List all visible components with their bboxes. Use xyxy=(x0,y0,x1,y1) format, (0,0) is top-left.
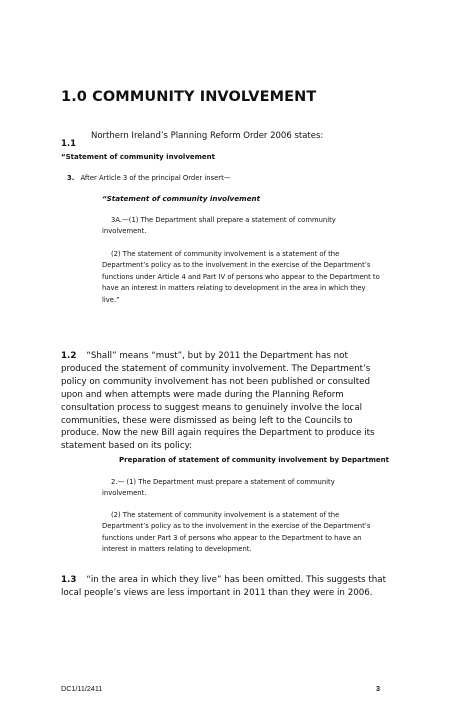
quote-title: “Statement of community involvement xyxy=(61,153,215,161)
paragraph-1-1 xyxy=(61,131,324,150)
paragraph-1-2 xyxy=(61,350,391,453)
footer-reference: DC1/11/2411 xyxy=(61,684,103,693)
paragraph-number: 1.1 xyxy=(61,139,77,149)
paragraph-number: 1.3 xyxy=(61,575,77,585)
section-heading: 1.0 COMMUNITY INVOLVEMENT xyxy=(61,89,317,105)
paragraph-text: Northern Ireland’s Planning Reform Order 2006 states: xyxy=(91,131,324,141)
bill-subsection-2: (2) The statement of community involvement is a statement of the Department’s policy as to the involvement in the exercise of the Department’s functions under Part 3 of persons who appear to the Department to have an interest in matters relating to development. xyxy=(102,511,371,554)
item-text: After Article 3 of the principal Order insert— xyxy=(80,174,231,182)
bill-section-title: Preparation of statement of community involvement by Department xyxy=(119,456,389,464)
article-3a-subsection-1: 3A.—(1) The Department shall prepare a statement of community involvement. xyxy=(102,216,336,236)
article-3a-subsection-2: (2) The statement of community involvement is a statement of the Department’s policy as to the involvement in the exercise of the Department’s functions under Article 4 and Part IV of persons who appear to the Department to have an interest in matters relating to development in the area in which they live.” xyxy=(102,250,380,304)
paragraph-1-3 xyxy=(61,574,391,600)
paragraph-text: “Shall” means “must”, but by 2011 the Department has not produced the statement of community involvement. The Department’s policy on community involvement has not been published or consulted upon and when attempts were made during the Planning Reform consultation process to suggest means to genuinely involve the local communities, these were dismissed as being left to the Councils to produce. Now the new Bill again requires the Department to produce its statement based on its policy: xyxy=(61,351,375,452)
bill-subsection-1: 2.— (1) The Department must prepare a statement of community involvement. xyxy=(102,478,335,498)
item-number: 3. xyxy=(67,174,75,182)
inner-quote-title: “Statement of community involvement xyxy=(102,194,261,203)
paragraph-text: “in the area in which they live” has been omitted. This suggests that local people’s views are less important in 2011 than they were in 2006. xyxy=(61,575,386,598)
paragraph-number: 1.2 xyxy=(61,351,77,361)
page-number: 3 xyxy=(376,684,380,693)
article-insert-line xyxy=(67,173,231,184)
